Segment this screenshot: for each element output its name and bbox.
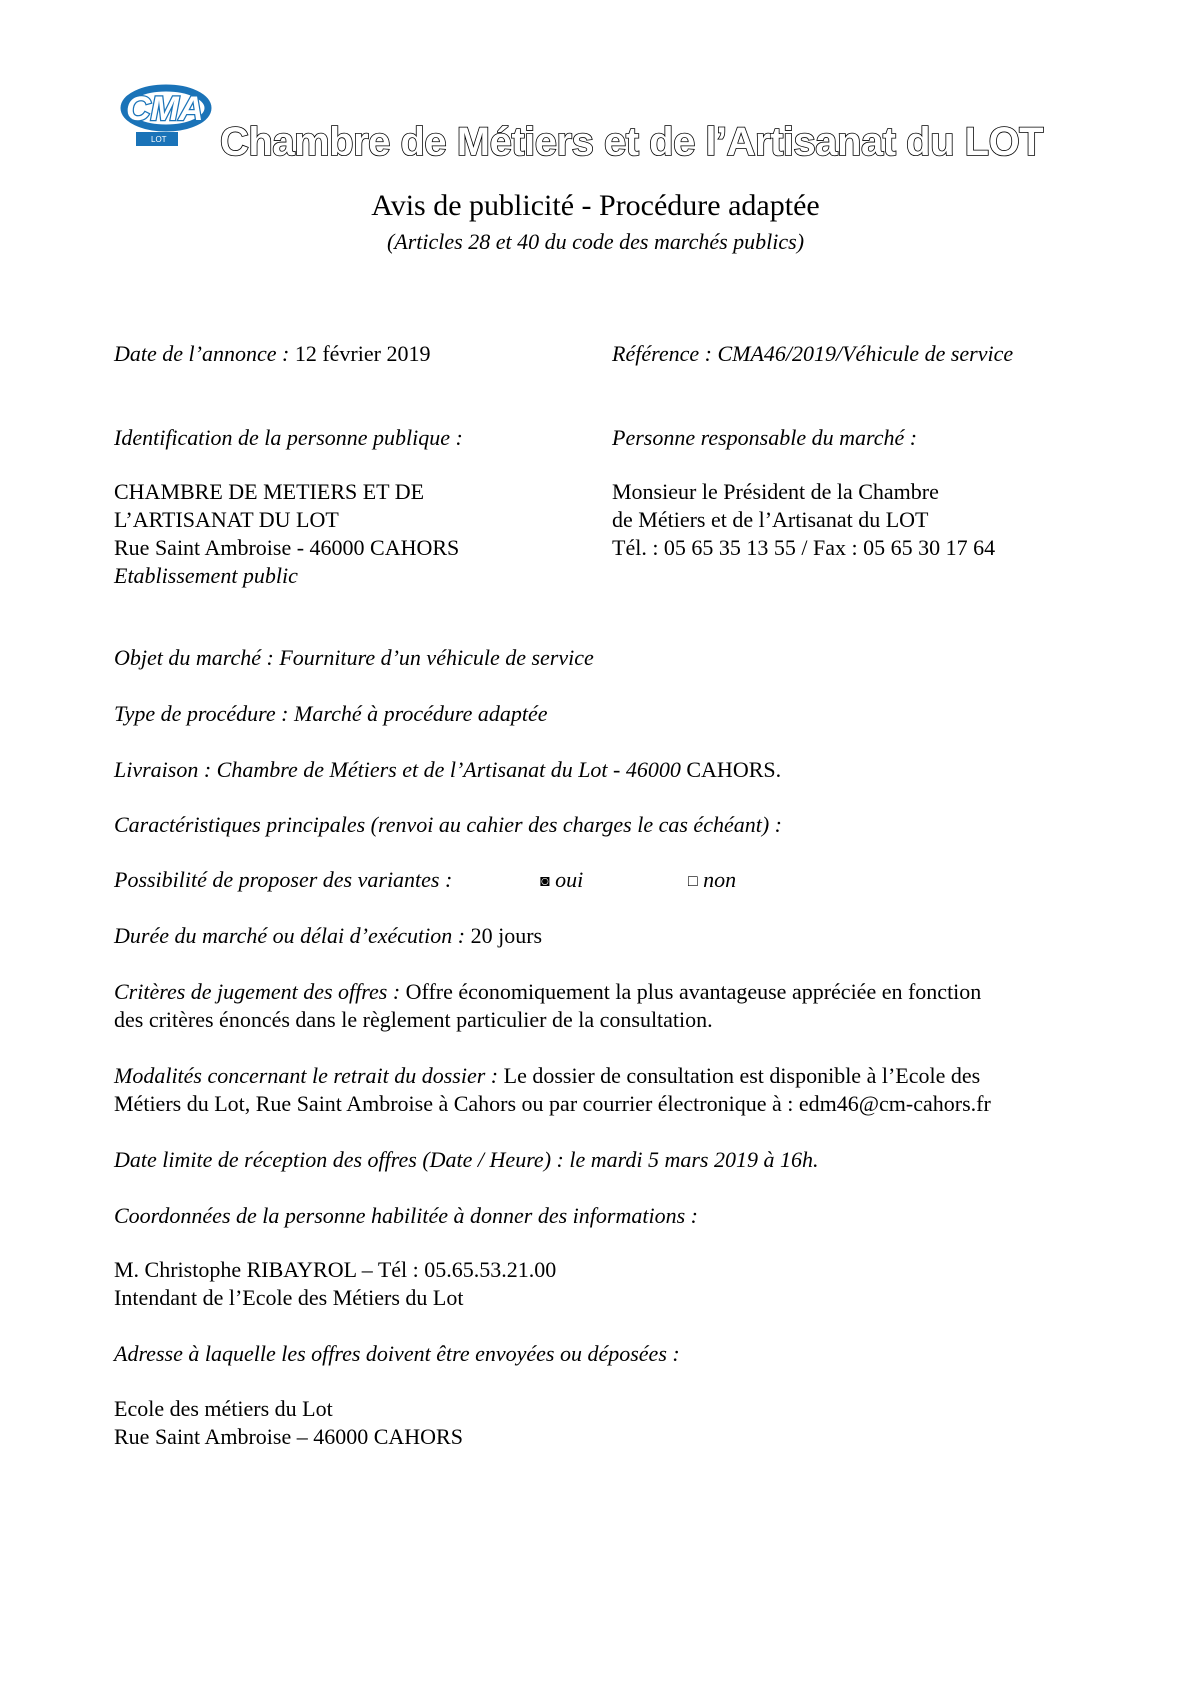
livraison-city: CAHORS. (680, 757, 782, 782)
checked-box-icon: ◙ (540, 873, 550, 890)
document-subtitle: (Articles 28 et 40 du code des marchés publics) (386, 229, 805, 254)
logo-text: CMA (126, 90, 204, 128)
adresse-line: Ecole des métiers du Lot (114, 1396, 333, 1421)
retrait-field (114, 1062, 991, 1118)
criteres-line: des critères énoncés dans le règlement particulier de la consultation. (114, 1007, 713, 1032)
duree-field (114, 922, 542, 950)
adresse-block (114, 1395, 463, 1451)
public-body-line: Rue Saint Ambroise - 46000 CAHORS (114, 535, 460, 560)
criteres-label: Critères de jugement des offres : (114, 979, 401, 1004)
public-body-label: Identification de la personne publique : (114, 425, 463, 450)
document-title: Avis de publicité - Procédure adaptée (371, 189, 820, 222)
variantes-yes-option (540, 866, 583, 896)
public-body-line: CHAMBRE DE METIERS ET DE (114, 479, 425, 504)
empty-box-icon: □ (688, 873, 698, 890)
adresse-label: Adresse à laquelle les offres doivent être envoyées ou déposées : (114, 1341, 680, 1366)
coordonnees-label: Coordonnées de la personne habilitée à donner des informations : (114, 1203, 698, 1228)
contact-line: M. Christophe RIBAYROL – Tél : 05.65.53.21.00 (114, 1257, 557, 1282)
public-body-status: Etablissement public (114, 563, 298, 588)
contact-line: Intendant de l’Ecole des Métiers du Lot (114, 1285, 464, 1310)
date-value: 12 février 2019 (294, 341, 431, 366)
public-body-line: L’ARTISANAT DU LOT (114, 507, 339, 532)
livraison-text: Livraison : Chambre de Métiers et de l’Artisanat du Lot - 46000 (114, 757, 681, 782)
responsible-line: de Métiers et de l’Artisanat du LOT (612, 507, 929, 532)
reference-label: Référence : (612, 341, 712, 366)
criteres-field (114, 978, 981, 1034)
objet-field: Objet du marché : Fourniture d’un véhicule de service (114, 645, 594, 670)
retrait-line: Métiers du Lot, Rue Saint Ambroise à Cahors ou par courrier électronique à : edm46@cm-cahors.fr (114, 1091, 991, 1116)
adresse-line: Rue Saint Ambroise – 46000 CAHORS (114, 1424, 463, 1449)
caracteristiques-field: Caractéristiques principales (renvoi au cahier des charges le cas échéant) : (114, 812, 782, 837)
announcement-reference (612, 340, 1013, 368)
responsible-line: Tél. : 05 65 35 13 55 / Fax : 05 65 30 17 64 (612, 535, 996, 560)
type-field: Type de procédure : Marché à procédure adaptée (114, 701, 548, 726)
responsible-block (612, 478, 995, 562)
variantes-yes-label: oui (555, 867, 584, 892)
retrait-line: Le dossier de consultation est disponible à l’Ecole des (503, 1063, 981, 1088)
date-label: Date de l’annonce : (114, 341, 290, 366)
announcement-date (114, 340, 430, 368)
date-limite-field: Date limite de réception des offres (Date / Heure) : le mardi 5 mars 2019 à 16h. (114, 1147, 819, 1172)
contact-block (114, 1256, 556, 1312)
duree-label: Durée du marché ou délai d’exécution : (114, 923, 466, 948)
cma-logo (116, 74, 226, 154)
public-body-block (114, 478, 459, 590)
variantes-label: Possibilité de proposer des variantes : (114, 867, 453, 892)
reference-value: CMA46/2019/Véhicule de service (717, 341, 1014, 366)
header-title: Chambre de Métiers et de l’Artisanat du LOT (220, 120, 1044, 164)
responsible-line: Monsieur le Président de la Chambre (612, 479, 939, 504)
duree-value: 20 jours (470, 923, 543, 948)
retrait-label: Modalités concernant le retrait du dossier : (114, 1063, 499, 1088)
responsible-label: Personne responsable du marché : (612, 425, 918, 450)
logo-subtext: LOT (151, 135, 167, 144)
criteres-line: Offre économiquement la plus avantageuse appréciée en fonction (405, 979, 982, 1004)
variantes-no-option (688, 866, 736, 896)
variantes-no-label: non (703, 867, 737, 892)
livraison-field (114, 756, 781, 784)
